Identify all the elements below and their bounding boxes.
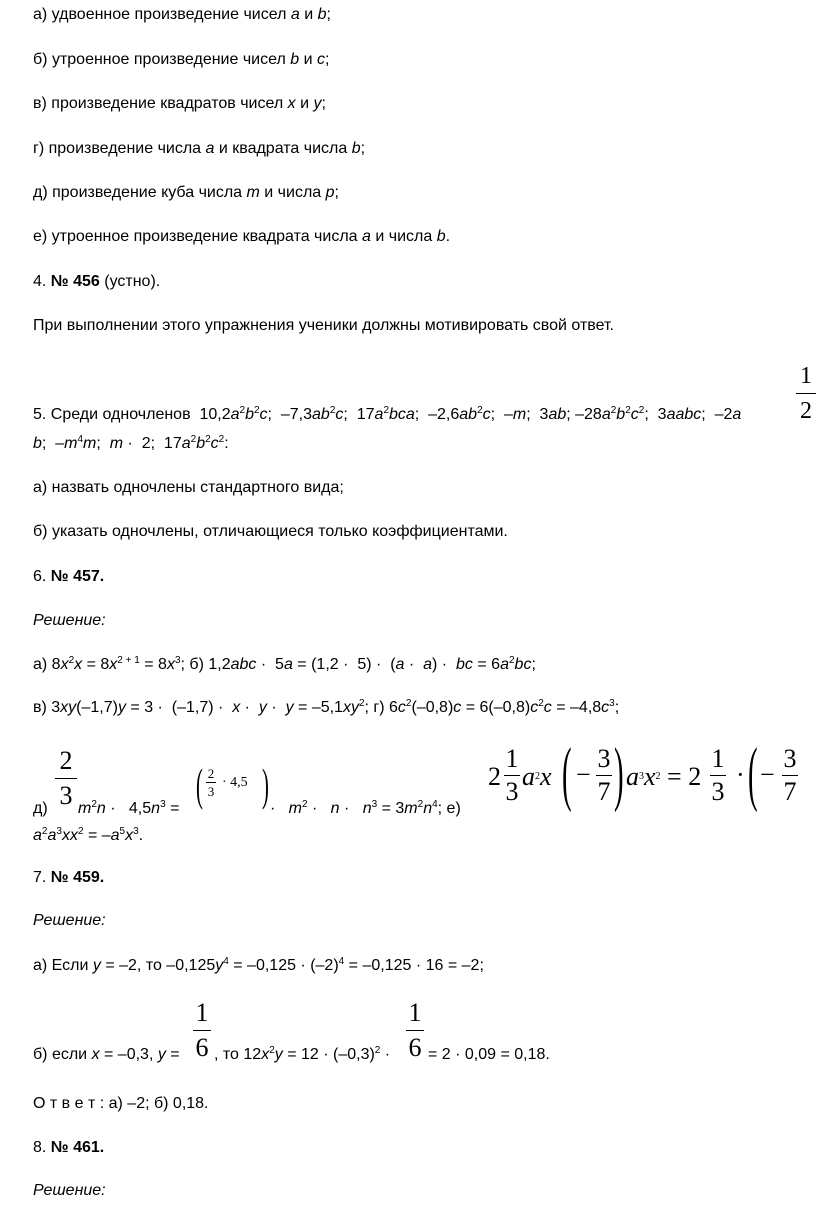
answer: О т в е т : а) –2; б) 0,18.	[33, 1095, 209, 1112]
exercise-number: № 461.	[50, 1139, 105, 1156]
solution-label-2: Решение:	[33, 912, 106, 929]
exercise-number: № 456	[50, 273, 100, 290]
fraction-one-third: 1 3	[505, 744, 519, 806]
task-4-note: При выполнении этого упражнения ученики должны мотивировать свой ответ.	[33, 317, 614, 334]
right-paren: )	[614, 733, 624, 813]
minus-sign-2: −	[760, 760, 775, 789]
task-number: 8.	[33, 1139, 47, 1156]
a-squared-x: $a^2x$	[522, 762, 552, 791]
left-paren: (	[562, 733, 572, 813]
fraction-one-sixth: 1 6	[193, 1000, 211, 1061]
small-times: · 4,5	[222, 775, 248, 790]
left-paren: (	[196, 759, 203, 810]
solution-label: Решение:	[33, 612, 106, 629]
line-e: е) утроенное произведение квадрата числа a и числа b.	[33, 228, 451, 245]
dot: ·	[736, 760, 745, 789]
right-paren: )	[262, 759, 269, 810]
fraction-bar	[796, 393, 816, 394]
solution-6-a: а) $8x^2x = 8x^{2 + 1} = 8x^3$; б) 1,2abc · 5a = (1,2 · 5) · (a · a) · bc = $6a^2bc$;	[33, 655, 536, 673]
fraction-one-half	[796, 364, 816, 423]
line-b: б) утроенное произведение чисел b и c;	[33, 51, 330, 68]
task-7-heading	[33, 868, 104, 888]
solution-7-b-right: = 2 · 0,09 = 0,18.	[428, 1046, 550, 1063]
solution-6-d-line-2: $a^2a^3xx^2 = -a^5x^3$.	[33, 826, 144, 844]
task-5-b: б) указать одночлены, отличающиеся только коэффициентами.	[33, 523, 508, 540]
solution-6-d-mid: $m^2n \cdot 4,5n^3$ =	[78, 799, 180, 817]
fraction-one-sixth-2: 1 6	[406, 1000, 424, 1061]
fraction-three-sevenths: 3 7	[597, 744, 611, 806]
line-a: а) удвоенное произведение чисел a и b;	[33, 6, 331, 23]
task-number: 7.	[33, 869, 47, 886]
numerator: 1	[800, 363, 812, 389]
fraction-three-sevenths-2: 3 7	[783, 744, 797, 806]
task-5-line-2: b; $-m^4m$; m · 2; $17a^2b^2c^2$:	[33, 434, 229, 452]
exercise-number: № 457.	[50, 568, 105, 585]
task-5-line-1: 5. Среди одночленов $10,2a^2b^2c$; $-7,3ab^2c$; $17a^2bca$; $-2,6ab^2c$; –m; 3ab; $-28a^2b^2c^2$; 3aabc; –2a	[33, 405, 742, 423]
task-number: 4.	[33, 273, 47, 290]
big-formula	[484, 733, 816, 813]
solution-6-d-left: д)	[33, 800, 48, 817]
solution-6-d-right: · $m^2 \cdot n \cdot n^3 = 3m^2n^4$; е)	[270, 799, 461, 817]
line-v: в) произведение квадратов чисел x и y;	[33, 95, 326, 112]
fraction-one-third-2: 1 3	[711, 744, 725, 806]
denominator: 2	[800, 398, 812, 424]
line-g: г) произведение числа a и квадрата числа b;	[33, 140, 366, 157]
task-number: 6.	[33, 568, 47, 585]
task-5-a: а) назвать одночлены стандартного вида;	[33, 479, 344, 496]
fraction-two-thirds: 2 3	[55, 748, 77, 809]
a-cubed-x-squared: $a^3x^2 = 2$	[626, 762, 702, 791]
minus-sign: −	[576, 760, 591, 789]
line-d: д) произведение куба числа m и числа p;	[33, 184, 339, 201]
solution-label-3: Решение:	[33, 1182, 106, 1199]
task-4-heading	[33, 272, 160, 292]
solution-7-b-mid: , то $12x^2y = 12 \cdot (-0,3)^2$ ·	[214, 1045, 391, 1063]
solution-7-b-left: б) если x = –0,3, y =	[33, 1046, 180, 1063]
small-formula	[196, 759, 274, 812]
left-paren-2: (	[748, 733, 758, 813]
small-fraction: 2 3	[207, 766, 215, 799]
task-note: (устно).	[104, 273, 161, 290]
whole-two: 2	[488, 762, 501, 791]
task-8-heading	[33, 1138, 104, 1158]
task-6-heading	[33, 567, 104, 587]
solution-7-a: а) Если y = –2, то $-0,125y^4 = -0,125 \cdot (-2)^4 = -0,125 \cdot 16 = -2$;	[33, 956, 484, 974]
solution-6-v: в) $3xy(-1,7)y = 3 \cdot (-1,7) \cdot x \cdot y \cdot y = -5,1xy^2$; г) $6c^2(-0,8)c = 6(-0,8)c^2c = -4,8c^3$;	[33, 698, 620, 716]
exercise-number: № 459.	[50, 869, 105, 886]
